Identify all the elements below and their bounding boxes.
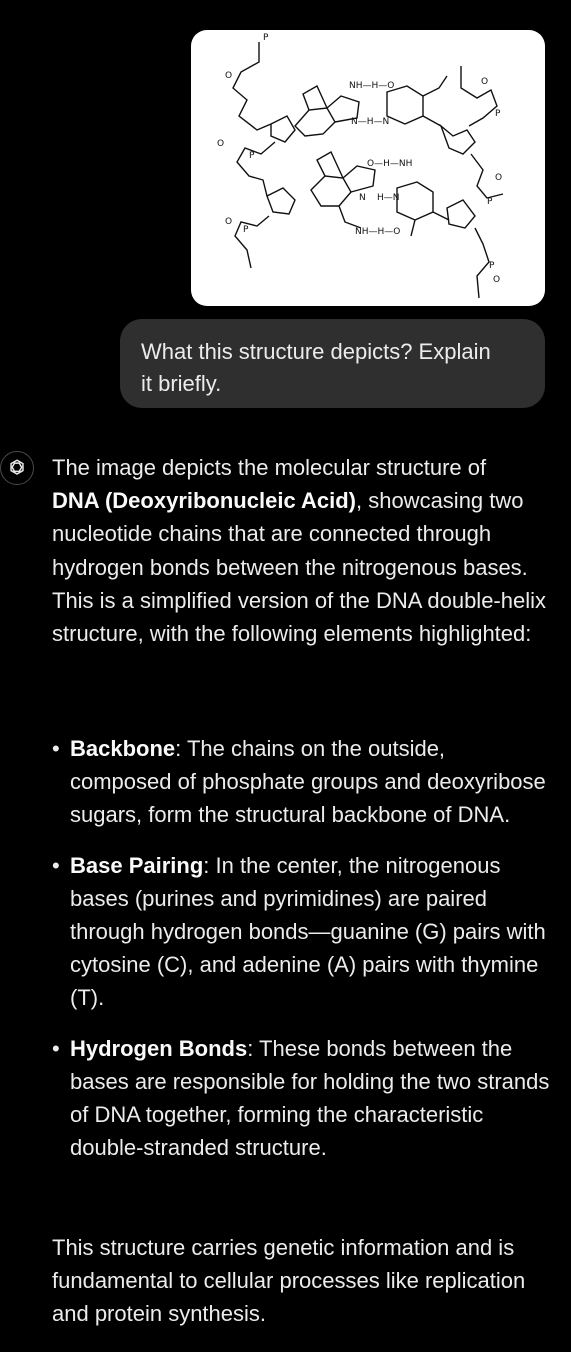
openai-logo-icon — [6, 457, 28, 479]
svg-text:P: P — [495, 109, 501, 119]
bullet-dot: • — [52, 736, 60, 761]
svg-text:P: P — [249, 151, 255, 161]
svg-text:O: O — [481, 77, 489, 87]
bullet-title: Hydrogen Bonds — [70, 1035, 248, 1061]
n-label: N — [359, 193, 366, 203]
h-n-label: H—N — [377, 193, 400, 203]
bullet-list — [52, 732, 552, 1181]
dna-structure-diagram — [191, 30, 545, 306]
user-message-bubble — [120, 319, 545, 408]
bullet-text: : In the center, the nitrogenous bases (purines and pyrimidines) are paired through hydrogen bonds—guanine (G) pairs with cytosine (C), and adenine (A) pairs with thymine (T). — [70, 852, 546, 1011]
svg-text:O: O — [225, 71, 233, 81]
intro-paragraph — [52, 451, 552, 650]
svg-text:P: P — [489, 261, 495, 271]
svg-text:P: P — [243, 225, 249, 235]
list-item — [52, 849, 552, 1015]
attached-image[interactable] — [191, 30, 545, 306]
bottom-bond-label: NH—H—O — [355, 227, 401, 237]
svg-text:O: O — [495, 173, 503, 183]
mid-bond-label: O—H—NH — [367, 159, 413, 169]
bullet-title: Backbone — [70, 736, 176, 761]
list-item — [52, 732, 552, 832]
closing-paragraph: This structure carries genetic information and is fundamental to cellular processes like replication and protein synthesis. — [52, 1235, 526, 1327]
svg-text:P: P — [263, 33, 269, 43]
svg-text:O: O — [225, 217, 233, 227]
intro-line-1: The image depicts the molecular structure of — [52, 455, 487, 480]
svg-text:O: O — [493, 275, 501, 285]
bullet-dot: • — [52, 852, 60, 878]
user-message-line-2: it briefly. — [141, 371, 222, 396]
bullet-title: Base Pairing — [70, 852, 204, 878]
bullet-text: : The chains on the outside, composed of phosphate groups and deoxyribose sugars, form the structural backbone of DNA. — [70, 736, 546, 828]
assistant-avatar — [0, 451, 34, 485]
top-bond-label: NH—H—O — [349, 81, 395, 91]
intro-rest: two nucleotide chains that are connected through hydrogen bonds between the nitrogenous bases. This is a simplified version of the DNA double-helix structure, with the following elements highlighted: — [52, 488, 547, 647]
bullet-text: : These bonds between the bases are responsible for holding the two strands of DNA together, forming the characteristic double-stranded structure. — [70, 1035, 550, 1161]
svg-text:P: P — [487, 197, 493, 207]
assistant-answer-intro — [52, 451, 552, 650]
intro-after-bold: , showcasing — [355, 488, 484, 514]
upper-n-label: N—H—N — [351, 117, 390, 127]
list-item — [52, 1032, 552, 1165]
bullet-dot: • — [52, 1035, 60, 1061]
intro-bold-term: DNA (Deoxyribonucleic Acid) — [52, 488, 356, 514]
svg-text:O: O — [217, 139, 225, 149]
user-message-line-1: What this structure depicts? Explain — [141, 339, 491, 364]
